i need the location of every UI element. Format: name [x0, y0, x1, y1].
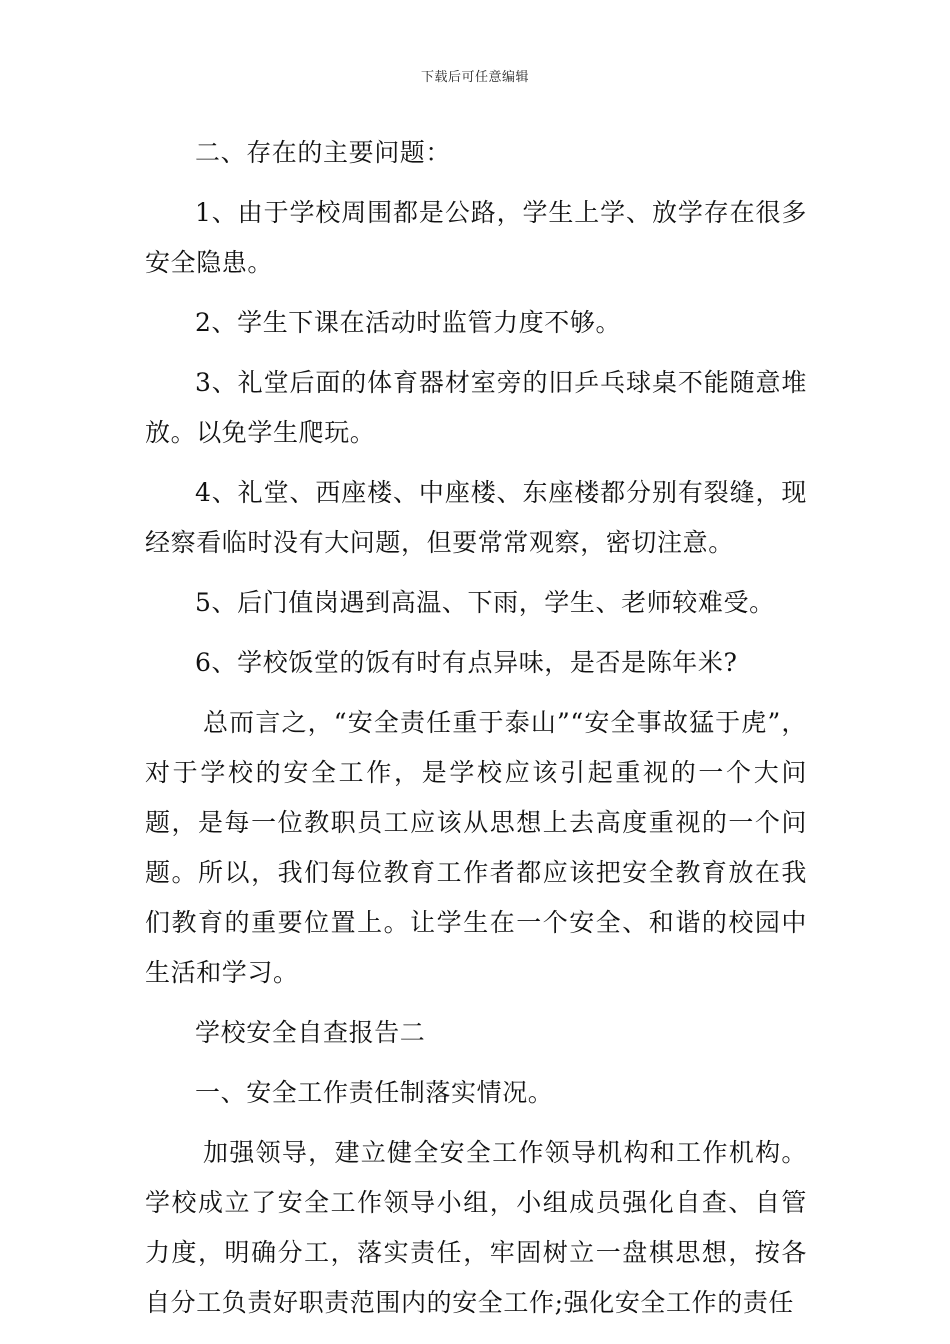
paragraph-leadership: 加强领导，建立健全安全工作领导机构和工作机构。学校成立了安全工作领导小组，小组成员强化自查、自管力度，明确分工，落实责任，牢固树立一盘棋思想，按各自分工负责好职责范围内的安全工作;强化安全工作的责任 [145, 1138, 807, 1317]
section-title-report-two: 学校安全自查报告二 [195, 1018, 426, 1047]
paragraph-problem-3: 3、礼堂后面的体育器材室旁的旧乒乓球桌不能随意堆放。以免学生爬玩。 [145, 368, 807, 447]
paragraph-problem-6: 6、学校饭堂的饭有时有点异味，是否是陈年米? [195, 648, 738, 677]
paragraph-summary: 总而言之，“安全责任重于泰山”“安全事故猛于虎”，对于学校的安全工作，是学校应该引起重视的一个大问题，是每一位教职员工应该从思想上去高度重视的一个问题。所以，我们每位教育工作者都应该把安全教育放在我们教育的重要位置上。让学生在一个安全、和谐的校园中生活和学习。 [145, 708, 807, 987]
paragraph-problem-4: 4、礼堂、西座楼、中座楼、东座楼都分别有裂缝，现经察看临时没有大问题，但要常常观察，密切注意。 [145, 478, 807, 557]
paragraph-problem-2: 2、学生下课在活动时监管力度不够。 [195, 308, 622, 337]
paragraph-section-one-heading: 一、安全工作责任制落实情况。 [195, 1078, 554, 1107]
document-body [145, 128, 807, 1338]
paragraph-problem-5: 5、后门值岗遇到高温、下雨，学生、老师较难受。 [195, 588, 775, 617]
paragraph-problem-1: 1、由于学校周围都是公路，学生上学、放学存在很多安全隐患。 [145, 198, 807, 277]
page-header: 下载后可任意编辑 [420, 70, 529, 85]
paragraph-problems-heading: 二、存在的主要问题： [195, 138, 452, 167]
